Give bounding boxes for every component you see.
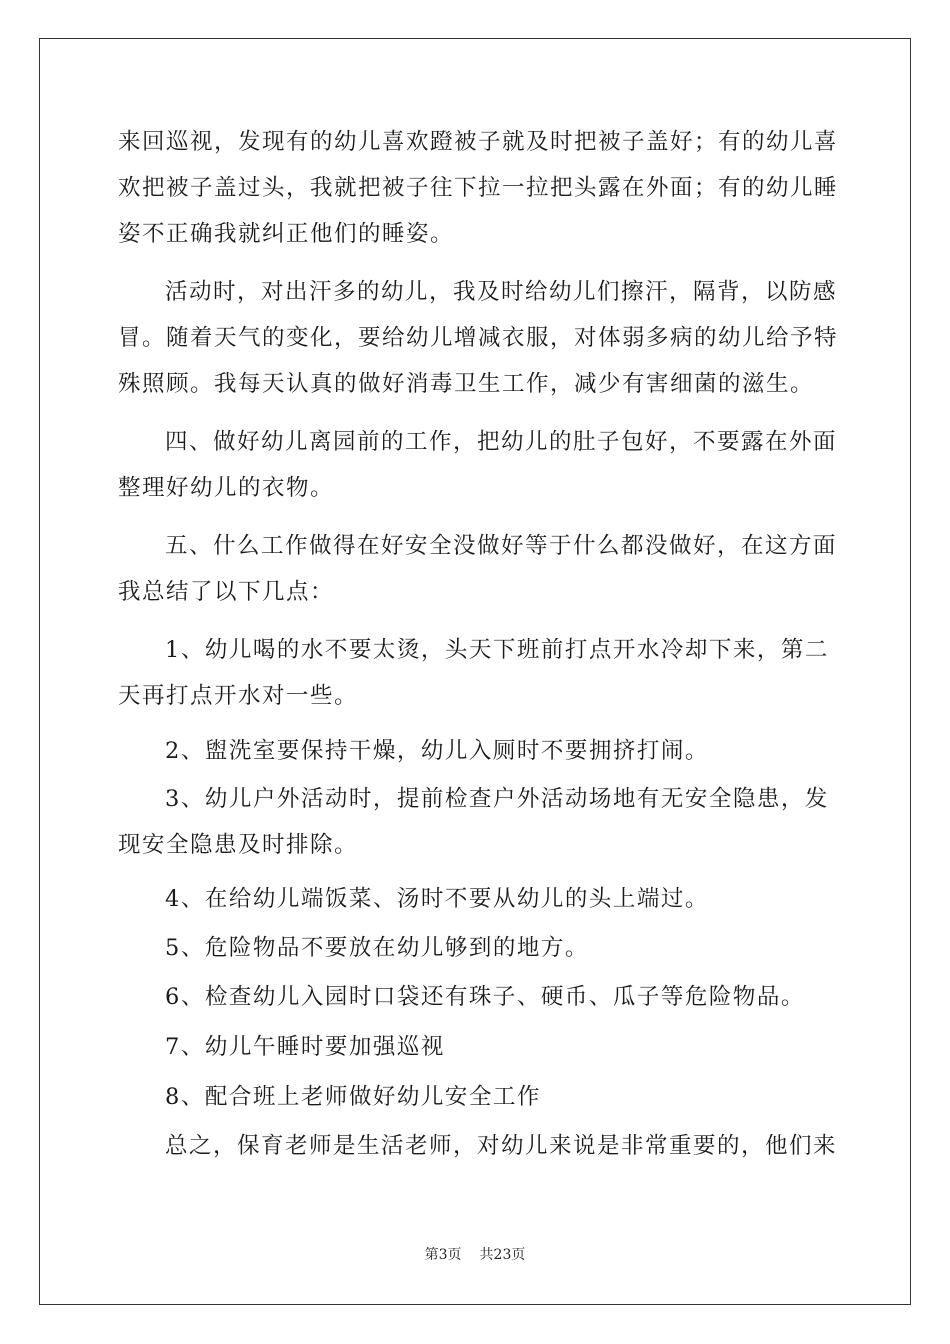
page-number: 第3页 (424, 1247, 462, 1263)
text-line: 欢把被子盖过头，我就把被子往下拉一拉把头露在外面；有的幼儿睡 (118, 175, 839, 201)
text-line: 8、配合班上老师做好幼儿安全工作 (165, 1084, 541, 1110)
page-total: 共23页 (479, 1247, 526, 1263)
text-line: 3、幼儿户外活动时，提前检查户外活动场地有无安全隐患，发 (165, 786, 829, 812)
text-line: 我总结了以下几点： (118, 579, 335, 605)
text-line: 四、做好幼儿离园前的工作，把幼儿的肚子包好，不要露在外面 (165, 429, 838, 455)
text-line: 现安全隐患及时排除。 (118, 832, 359, 858)
text-line: 1、幼儿喝的水不要太烫，头天下班前打点开水冷却下来，第二 (165, 637, 829, 663)
text-line: 活动时，对出汗多的幼儿，我及时给幼儿们擦汗，隔背，以防感 (165, 279, 838, 305)
text-line: 总之，保育老师是生活老师，对幼儿来说是非常重要的，他们来 (165, 1133, 838, 1159)
text-line: 冒。随着天气的变化，要给幼儿增减衣服，对体弱多病的幼儿给予特 (118, 325, 839, 351)
text-line: 2、盥洗室要保持干燥，幼儿入厕时不要拥挤打闹。 (165, 738, 709, 764)
text-line: 殊照顾。我每天认真的做好消毒卫生工作，减少有害细菌的滋生。 (118, 371, 815, 397)
text-line: 姿不正确我就纠正他们的睡姿。 (118, 221, 455, 247)
text-line: 6、检查幼儿入园时口袋还有珠子、硬币、瓜子等危险物品。 (165, 984, 805, 1010)
page-footer (0, 1245, 950, 1265)
text-line: 7、幼儿午睡时要加强巡视 (165, 1034, 445, 1060)
text-line: 五、什么工作做得在好安全没做好等于什么都没做好，在这方面 (165, 533, 838, 559)
text-line: 4、在给幼儿端饭菜、汤时不要从幼儿的头上端过。 (165, 886, 709, 912)
text-line: 5、危险物品不要放在幼儿够到的地方。 (165, 935, 589, 961)
text-line: 来回巡视，发现有的幼儿喜欢蹬被子就及时把被子盖好；有的幼儿喜 (118, 129, 839, 155)
text-line: 整理好幼儿的衣物。 (118, 475, 335, 501)
text-line: 天再打点开水对一些。 (118, 683, 359, 709)
